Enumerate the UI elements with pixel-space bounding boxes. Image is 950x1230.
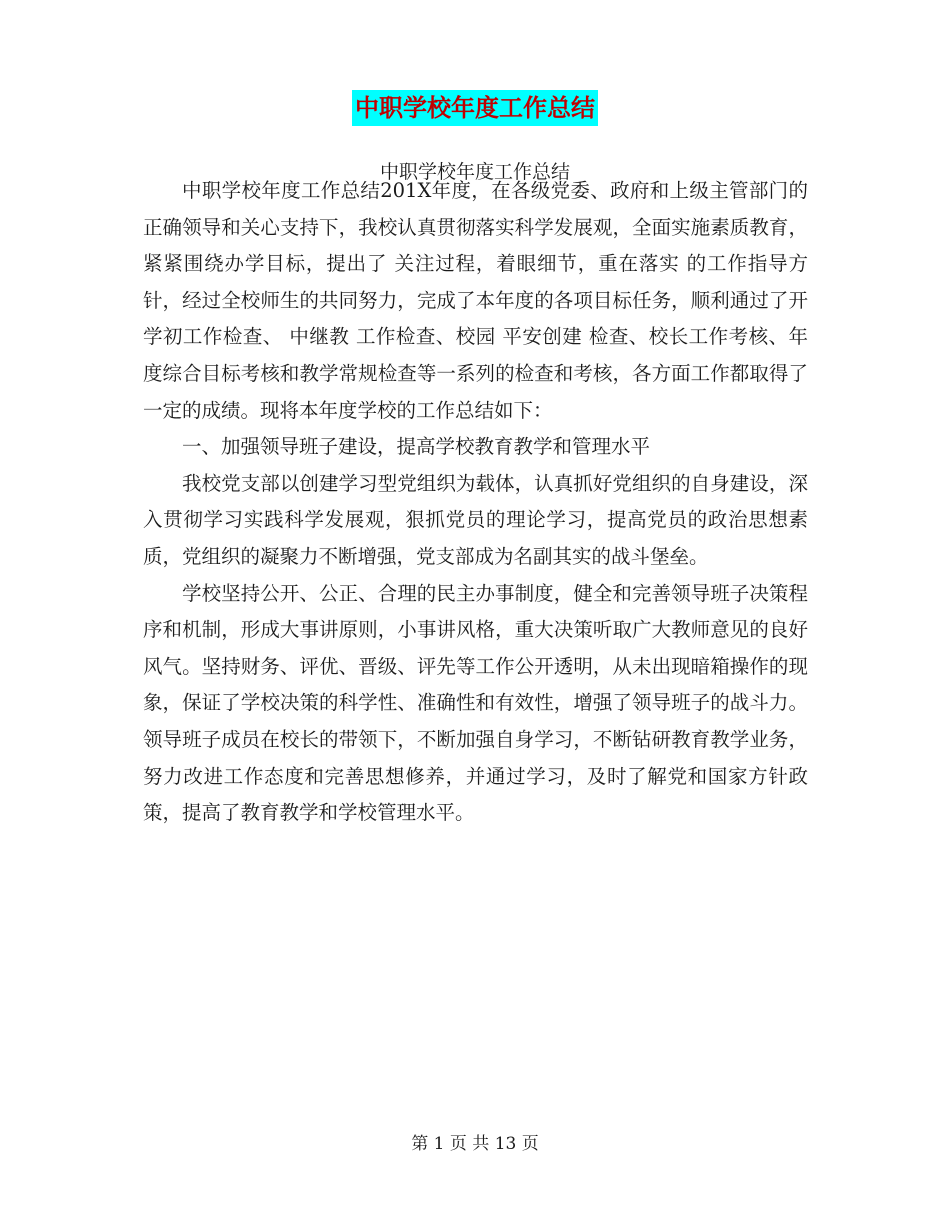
title-container [0, 90, 950, 126]
document-subtitle: 中职学校年度工作总结 [379, 161, 570, 183]
paragraph-democratic-management: 学校坚持公开、公正、合理的民主办事制度，健全和完善领导班子决策程序和机制，形成大事讲原则，小事讲风格，重大决策听取广大教师意见的良好风气。坚持财务、评优、晋级、评先等工作公开透明，从未出现暗箱操作的现象，保证了学校决策的科学性、准确性和有效性，增强了领导班子的战斗力。领导班子成员在校长的带领下，不断加强自身学习，不断钻研教育教学业务，努力改进工作态度和完善思想修养，并通过学习，及时了解党和国家方针政策，提高了教育教学和学校管理水平。 [143, 581, 808, 825]
document-body [143, 173, 808, 832]
paragraph-intro: 中职学校年度工作总结201X年度，在各级党委、政府和上级主管部门的正确领导和关心支持下，我校认真贯彻落实科学发展观，全面实施素质教育，紧紧围绕办学目标，提出了 关注过程，着眼细节，重在落实 的工作指导方针，经过全校师生的共同努力，完成了本年度的各项目标任务，顺利通过了开学初工作检查、 中继教 工作检查、校园 平安创建 检查、校长工作考核、年度综合目标考核和教学常规检查等一系列的检查和考核，各方面工作都取得了一定的成绩。现将本年度学校的工作总结如下： [143, 179, 808, 422]
document-title: 中职学校年度工作总结 [352, 90, 598, 126]
paragraph-party-building: 我校党支部以创建学习型党组织为载体，认真抓好党组织的自身建设，深入贯彻学习实践科学发展观，狠抓党员的理论学习，提高党员的政治思想素质，党组织的凝聚力不断增强，党支部成为名副其实的战斗堡垒。 [143, 471, 808, 568]
section-heading-1: 一、加强领导班子建设，提高学校教育教学和管理水平 [182, 435, 651, 459]
page-number-footer: 第 1 页 共 13 页 [411, 1134, 539, 1154]
